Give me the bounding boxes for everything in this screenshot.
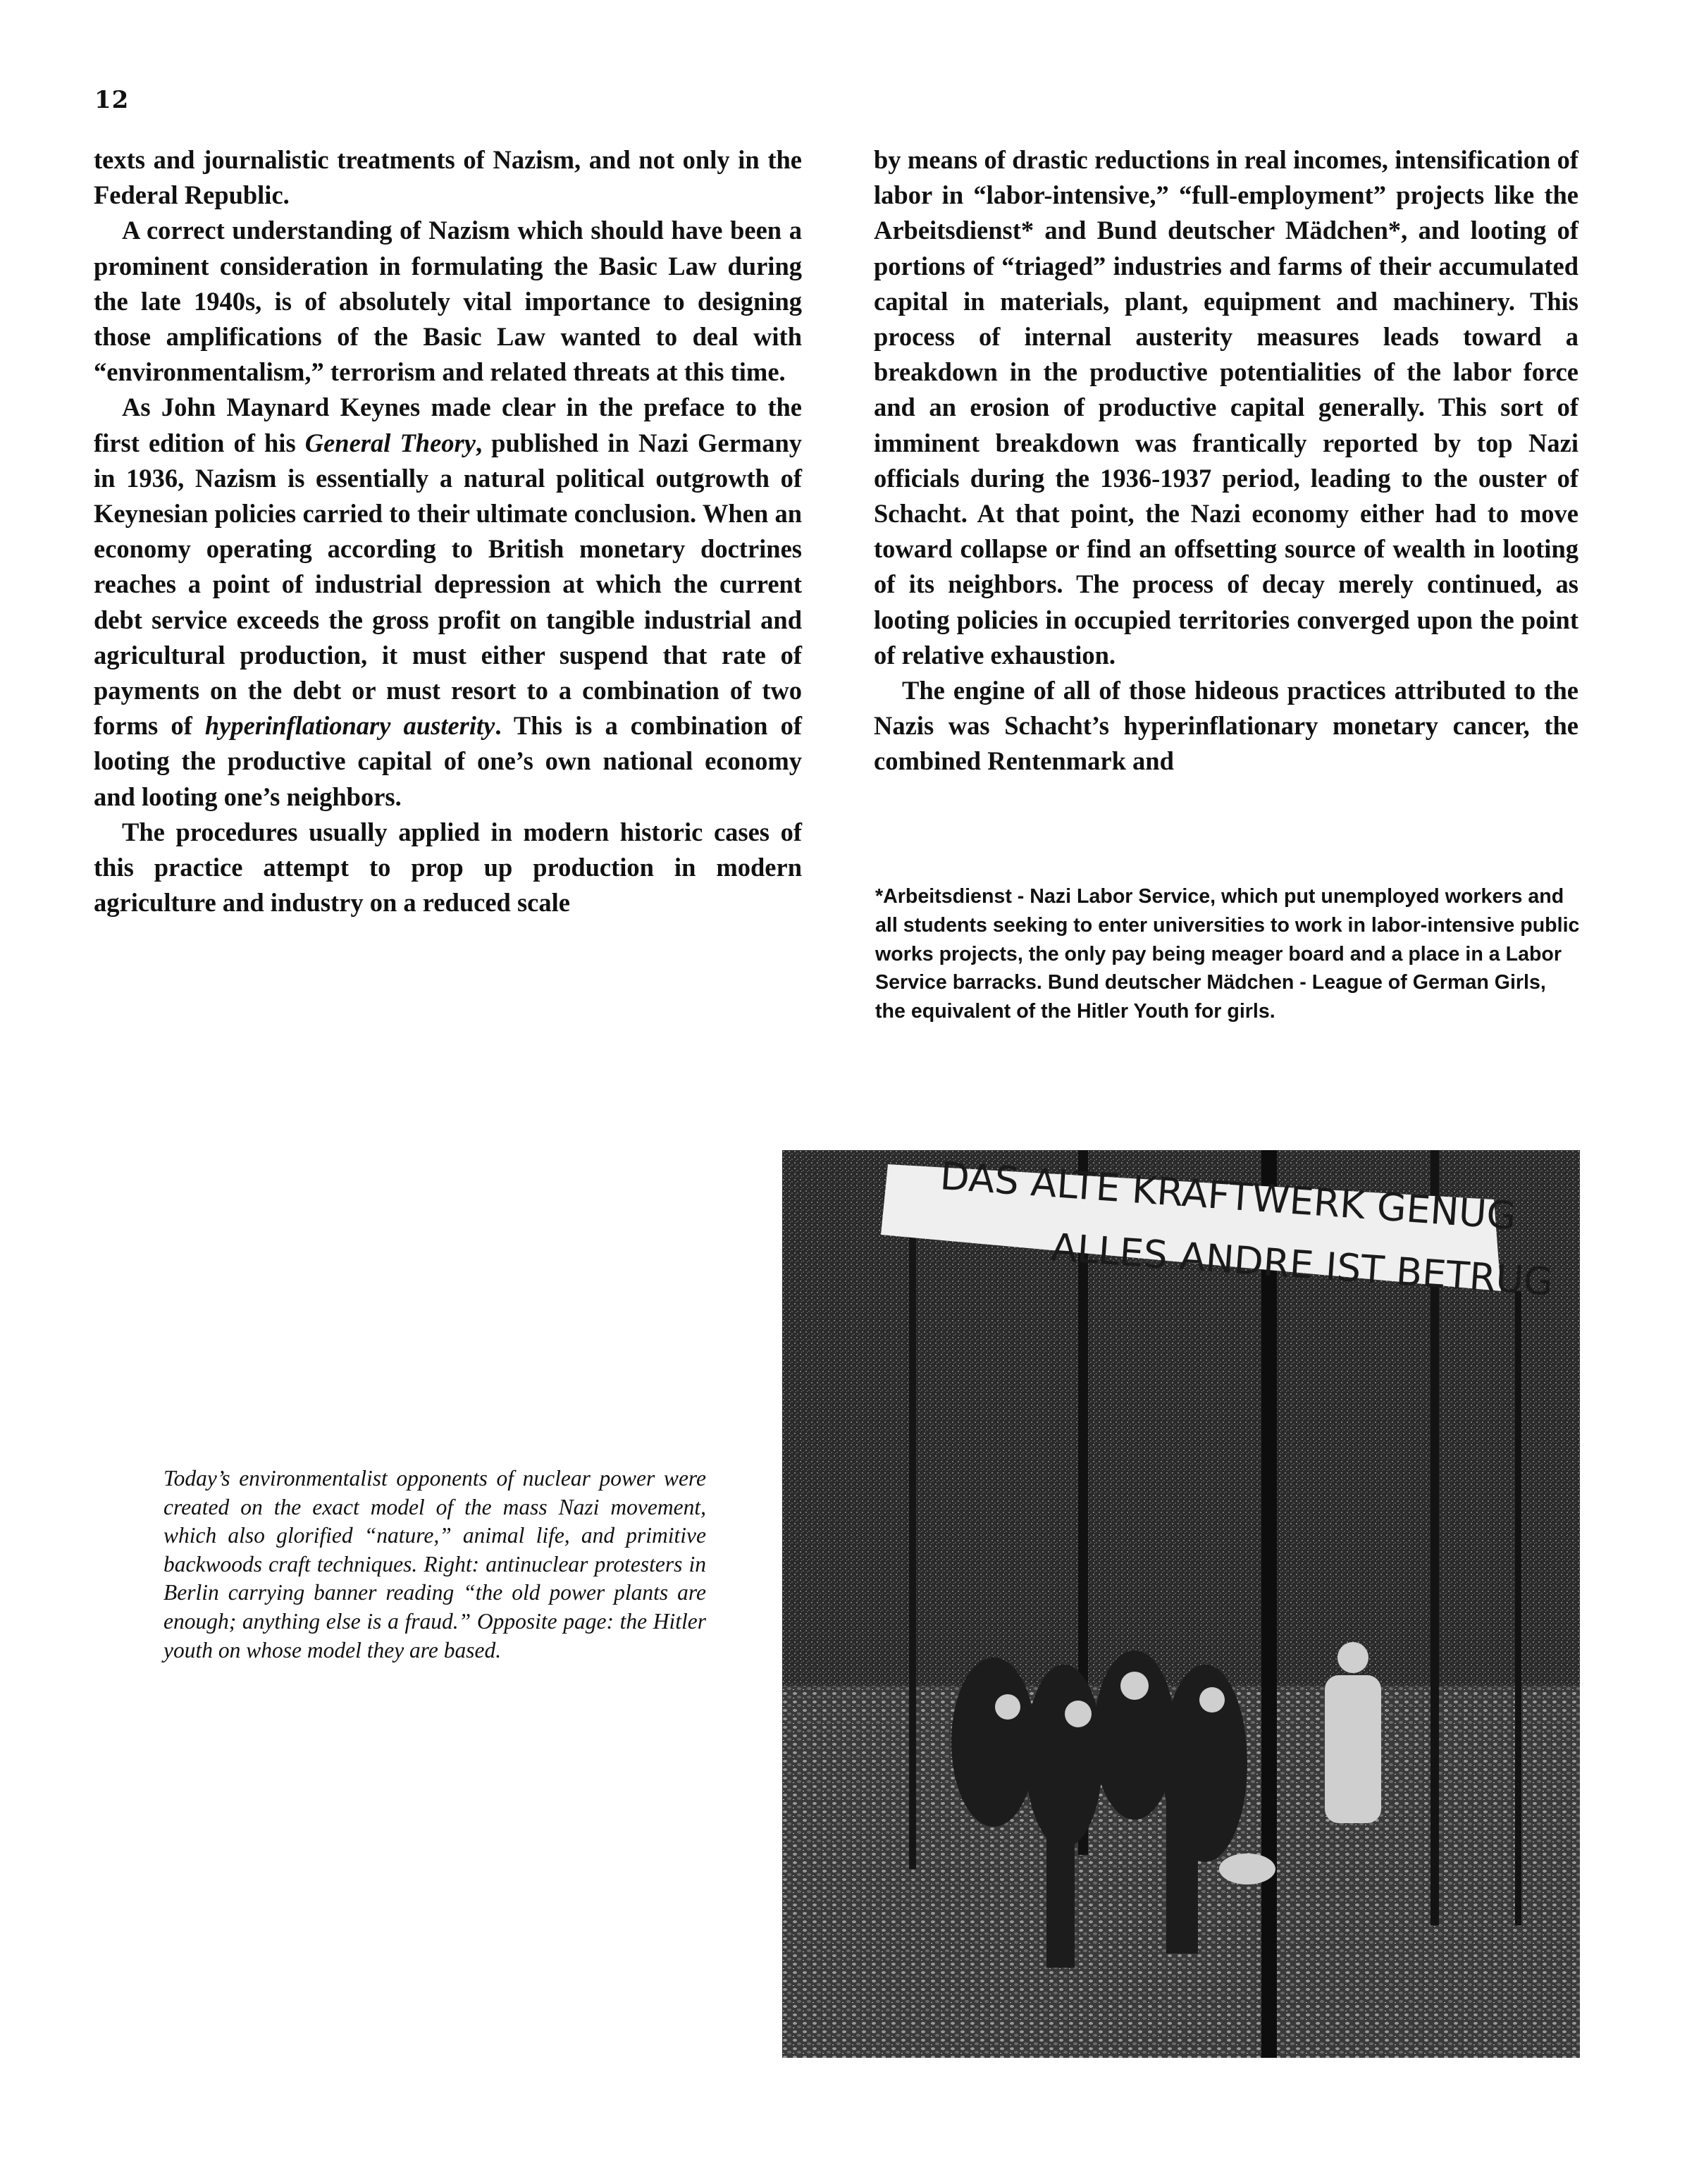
emphasized-term: hyperinflationary austerity: [204, 711, 495, 741]
photo-caption: Today’s environmentalist opponents of nuclear power were created on the exact model of the mass Nazi movement, which also glorified “nature,” animal life, and primitive backwoods craft techniques. Right: antinuclear protesters in Berlin carrying banner reading “the old power plants are enough; anything else is a fraud.” Opposite page: the Hitler youth on whose model they are based.: [163, 1466, 706, 1662]
paragraph-text: . This is a combination of looting the productive capital of one’s own national economy and looting one’s neighbors.: [94, 711, 802, 811]
paragraph: texts and journalistic treatments of Nazism, and not only in the Federal Republic.: [94, 145, 802, 210]
paragraph-text: As John Maynard Keynes made clear in the preface to the first edition of his: [94, 393, 802, 457]
right-column: [874, 142, 1578, 779]
banner-line-2: ALLES ANDRE IST BETRUG: [1049, 1225, 1555, 1304]
protest-photo: [782, 1150, 1580, 2058]
paragraph: by means of drastic reductions in real incomes, intensification of labor in “labor-intensive,” “full-employment” projects like the Arbeitsdienst* and Bund deutscher Mädchen*, and looting of portions of “triaged” industries and farms of their accumulated capital in materials, plant, equipment and machinery. This process of internal austerity measures leads toward a breakdown in the productive potentialities of the labor force and an erosion of productive capital generally. This sort of imminent breakdown was frantically reported by top Nazi officials during the 1936-1937 period, leading to the ouster of Schacht. At that point, the Nazi economy either had to move toward collapse or find an offsetting source of wealth in looting of its neighbors. The process of decay merely continued, as looting policies in occupied territories converged upon the point of relative exhaustion.: [874, 145, 1578, 670]
paragraph-keynes: [94, 390, 802, 814]
protest-photo-illustration: [782, 1150, 1580, 2058]
footnote: *Arbeitsdienst - Nazi Labor Service, which put unemployed workers and all students seeking to enter universities to work in labor-intensive public works projects, the only pay being meager board and a place in a Labor Service barracks. Bund deutscher Mädchen - League of German Girls, the equivalent of the Hitler Youth for girls.: [875, 885, 1580, 1023]
banner-line-1: DAS ALTE KRAFTWERK GENUG: [939, 1154, 1518, 1239]
paragraph-text: , published in Nazi Germany in 1936, Nazism is essentially a natural political outgrowth of Keynesian policies carried to their ultimate conclusion. When an economy operating according to British monetary doctrines reaches a point of industrial depression at which the current debt service exceeds the gross profit on tangible industrial and agricultural production, it must either suspend that rate of payments on the debt or must resort to a combination of two forms of: [94, 428, 802, 741]
paragraph: The procedures usually applied in modern historic cases of this practice attempt to prop up production in modern agriculture and industry on a reduced scale: [94, 817, 802, 918]
page-number: 12: [94, 86, 130, 114]
paragraph: The engine of all of those hideous practices attributed to the Nazis was Schacht’s hyperinflationary monetary cancer, the combined Rentenmark and: [874, 676, 1578, 776]
left-column: [94, 142, 802, 920]
book-title: General Theory: [304, 428, 476, 457]
paragraph: A correct understanding of Nazism which should have been a prominent consideration in formulating the Basic Law during the late 1940s, is of absolutely vital importance to designing those amplifications of the Basic Law wanted to deal with “environmentalism,” terrorism and related threats at this time.: [94, 216, 802, 387]
